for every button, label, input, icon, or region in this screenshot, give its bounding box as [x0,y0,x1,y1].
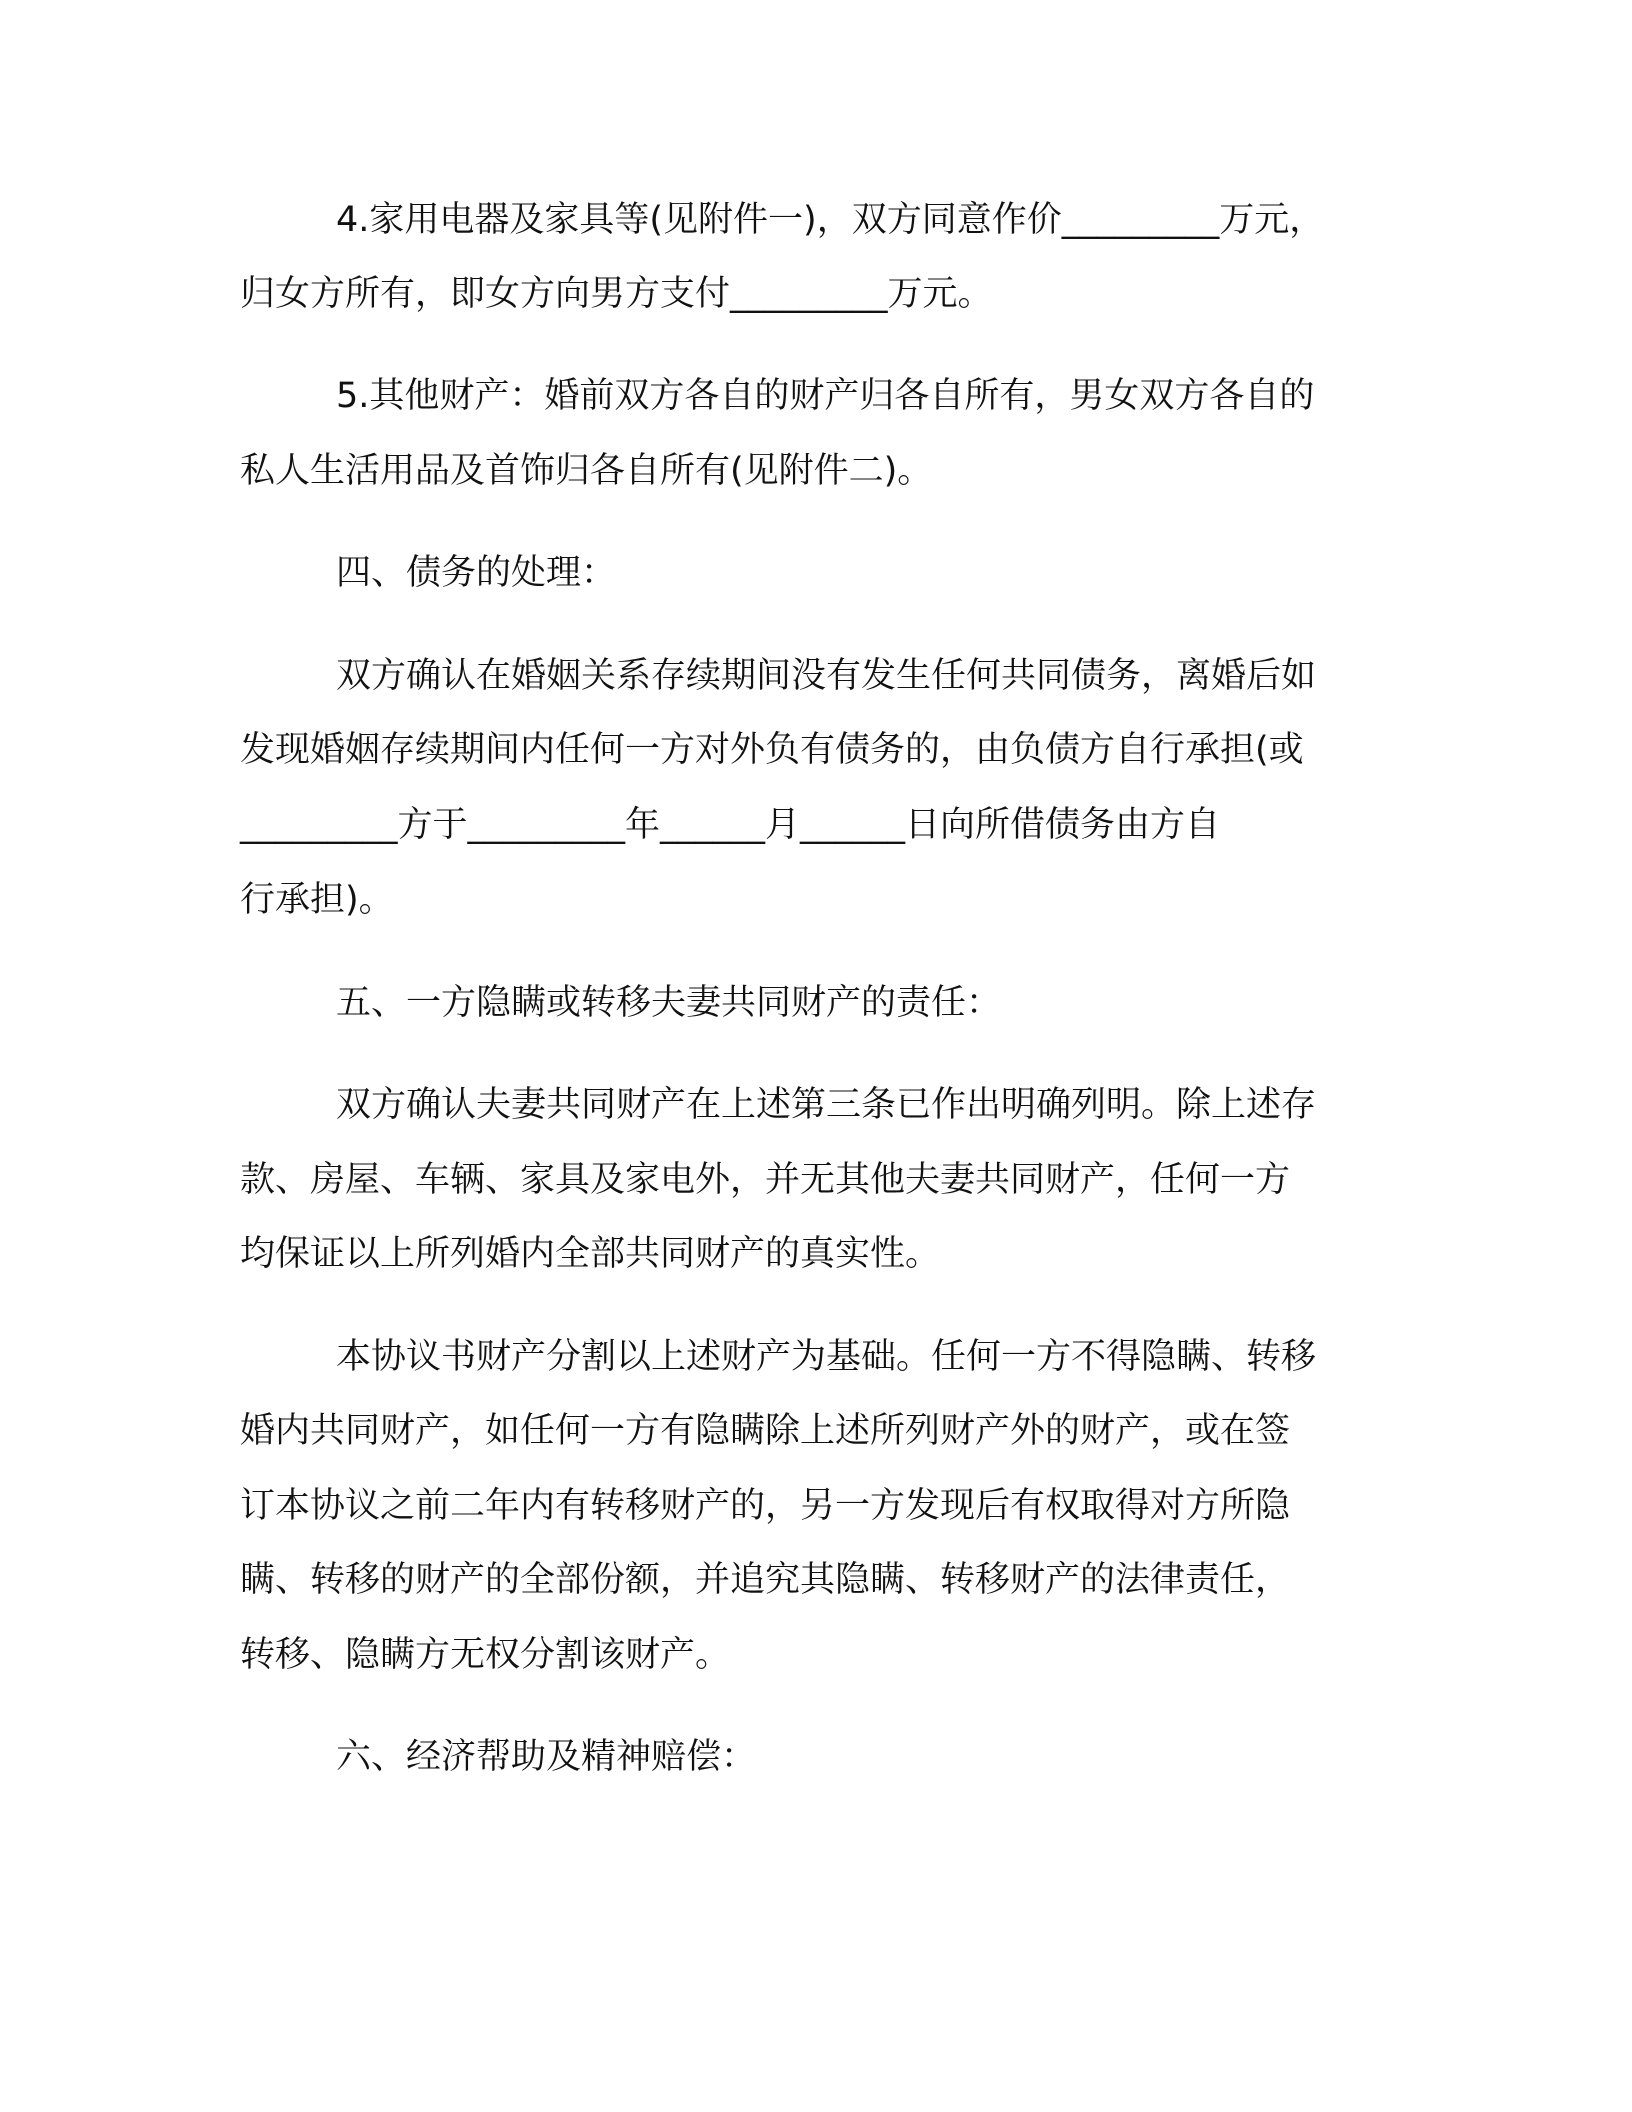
debt-paragraph-line-2: 发现婚姻存续期间内任何一方对外负有债务的，由负债方自行承担(或 [240,730,1304,770]
clause-4-line-2: 归女方所有，即女方向男方支付_________万元。 [240,274,993,314]
section-6-heading: 六、经济帮助及精神赔偿： [336,1737,757,1777]
debt-paragraph-line-1: 双方确认在婚姻关系存续期间没有发生任何共同债务，离婚后如 [336,656,1317,696]
concealment-line-3: 订本协议之前二年内有转移财产的，另一方发现后有权取得对方所隐 [240,1486,1291,1526]
concealment-line-5: 转移、隐瞒方无权分割该财产。 [240,1635,731,1675]
clause-5-line-1: 5.其他财产：婚前双方各自的财产归各自所有，男女双方各自的 [336,376,1315,416]
clause-4-line-1: 4.家用电器及家具等(见附件一)，双方同意作价_________万元， [336,200,1325,240]
concealment-line-4: 瞒、转移的财产的全部份额，并追究其隐瞒、转移财产的法律责任， [240,1560,1291,1600]
property-confirm-line-1: 双方确认夫妻共同财产在上述第三条已作出明确列明。除上述存 [336,1085,1317,1125]
property-confirm-line-3: 均保证以上所列婚内全部共同财产的真实性。 [240,1234,941,1274]
property-confirm-line-2: 款、房屋、车辆、家具及家电外，并无其他夫妻共同财产，任何一方 [240,1160,1291,1200]
concealment-line-2: 婚内共同财产，如任何一方有隐瞒除上述所列财产外的财产，或在签 [240,1411,1291,1451]
section-4-heading: 四、债务的处理： [336,553,617,593]
clause-5-line-2: 私人生活用品及首饰归各自所有(见附件二)。 [240,451,933,491]
concealment-line-1: 本协议书财产分割以上述财产为基础。任何一方不得隐瞒、转移 [336,1337,1317,1377]
debt-paragraph-line-3: _________方于_________年______月______日向所借债务由方自 [240,805,1221,845]
debt-paragraph-line-4: 行承担)。 [240,880,394,920]
section-5-heading: 五、一方隐瞒或转移夫妻共同财产的责任： [336,983,1002,1023]
